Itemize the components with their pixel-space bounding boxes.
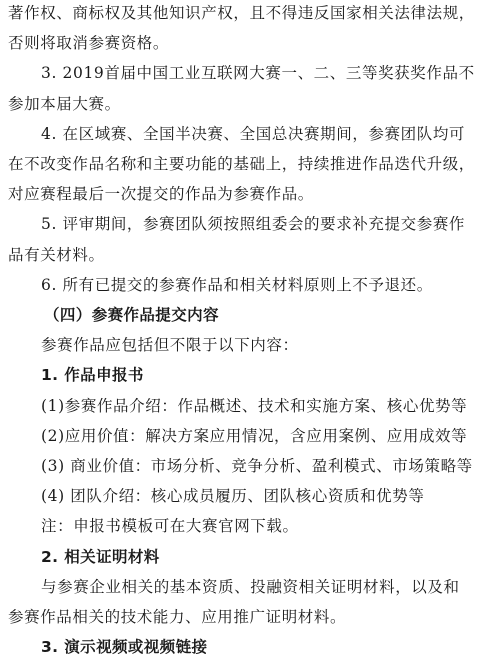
body-text-line: 否则将取消参赛资格。 <box>8 34 170 52</box>
proof-text-line: 参赛作品相关的技术能力、应用推广证明材料。 <box>8 608 347 626</box>
application-item-2: (2)应用价值：解决方案应用情况，含应用案例、应用成效等 <box>41 427 468 445</box>
subsection-heading-1: 1. 作品申报书 <box>41 366 144 384</box>
note-text: 注：申报书模板可在大赛官网下载。 <box>41 517 299 535</box>
subsection-heading-2: 2. 相关证明材料 <box>41 548 160 566</box>
application-item-3: (3) 商业价值：市场分析、竞争分析、盈利模式、市场策略等 <box>41 457 473 475</box>
subsection-heading-3: 3. 演示视频或视频链接 <box>41 638 208 656</box>
section-heading: （四）参赛作品提交内容 <box>44 306 219 324</box>
proof-text-line: 与参赛企业相关的基本资质、投融资相关证明材料，以及和 <box>41 578 460 596</box>
body-text-line: 著作权、商标权及其他知识产权，且不得违反国家相关法律法规， <box>8 4 475 22</box>
body-text-line: 参加本届大赛。 <box>8 95 121 113</box>
list-item-3: 3. 2019首届中国工业互联网大赛一、二、三等奖获奖作品不 <box>41 64 475 82</box>
list-item-4: 4. 在区域赛、全国半决赛、全国总决赛期间，参赛团队均可 <box>41 125 466 143</box>
application-item-4: (4) 团队介绍：核心成员履历、团队核心资质和优势等 <box>41 487 425 505</box>
list-item-6: 6. 所有已提交的参赛作品和相关材料原则上不予退还。 <box>41 276 433 294</box>
body-text-line: 对应赛程最后一次提交的作品为参赛作品。 <box>8 185 314 203</box>
intro-text: 参赛作品应包括但不限于以下内容： <box>41 336 299 354</box>
application-item-1: (1)参赛作品介绍：作品概述、技术和实施方案、核心优势等 <box>41 397 468 415</box>
list-item-5: 5. 评审期间，参赛团队须按照组委会的要求补充提交参赛作 <box>41 215 466 233</box>
body-text-line: 在不改变作品名称和主要功能的基础上，持续推进作品迭代升级， <box>8 155 475 173</box>
body-text-line: 品有关材料。 <box>8 246 105 264</box>
